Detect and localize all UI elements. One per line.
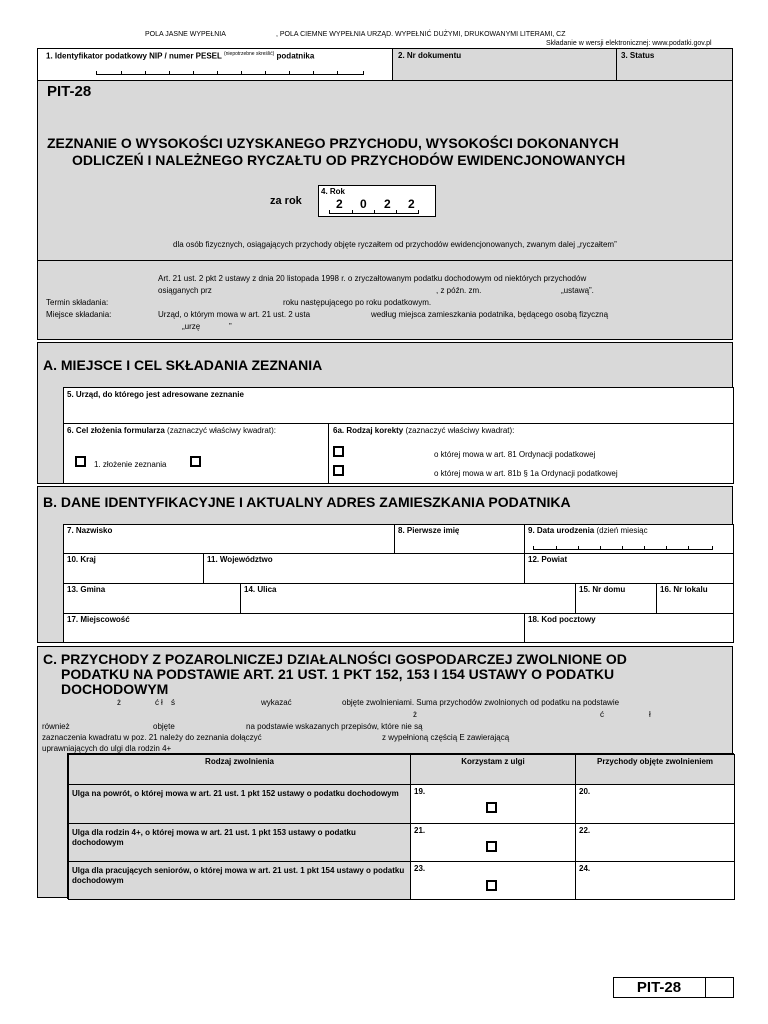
field-16-label: 16. Nr lokalu [660, 585, 708, 594]
field-8-label: 8. Pierwsze imię [398, 526, 460, 535]
table-row-desc: Ulga na powrót, o której mowa w art. 21 ust. 1 pkt 152 ustawy o podatku dochodowym [68, 784, 411, 824]
field-2-document-number [392, 48, 617, 81]
section-b [37, 486, 733, 643]
section-c-desc-fragment: z wypełnioną częścią E zawierającą [382, 733, 510, 742]
field-22-income[interactable] [575, 823, 735, 862]
field-number: 21. [414, 826, 426, 835]
field-6a-label: 6a. Rodzaj korekty [333, 426, 404, 435]
col-header-using-relief: Korzystam z ulgi [410, 754, 576, 785]
form-title-line1: ZEZNANIE O WYSOKOŚCI UZYSKANEGO PRZYCHODU, WYSOKOŚCI DOKONANYCH [47, 135, 619, 151]
form-code: PIT-28 [47, 83, 92, 100]
electronic-filing-note: Składanie w wersji elektronicznej: www.podatki.gov.pl [546, 40, 712, 47]
field-5-tax-office[interactable] [63, 387, 734, 424]
section-c-title-line2: PODATKU NA PODSTAWIE ART. 21 UST. 1 PKT 152, 153 I 154 USTAWY O PODATKU [61, 666, 615, 682]
checkbox-submission[interactable] [75, 456, 86, 467]
place-text-a: Urząd, o którym mowa w art. 21 ust. 2 usta [158, 310, 311, 319]
section-c-desc-fragment: również [42, 722, 70, 731]
field-6a-correction-type [328, 423, 734, 484]
legal-basis-line2c: „ustawą”. [561, 286, 594, 295]
footer-divider [705, 978, 706, 997]
field-6a-option1: o której mowa w art. 81 Ordynacji podatkowej [434, 450, 596, 459]
field-3-label: 3. Status [621, 51, 655, 60]
deadline-text: roku następującego po roku podatkowym. [283, 298, 432, 307]
field-number: 20. [579, 787, 591, 796]
field-11-label: 11. Województwo [207, 555, 273, 564]
field-6-hint: (zaznaczyć właściwy kwadrat): [167, 426, 276, 435]
field-number: 24. [579, 864, 591, 873]
instructions-b: , POLA CIEMNE WYPEŁNIA URZĄD. WYPEŁNIĆ DUŻYMI, DRUKOWANYMI LITERAMI, CZ [276, 31, 566, 38]
field-17-label: 17. Miejscowość [67, 615, 130, 624]
field-3-status [616, 48, 733, 81]
field-9-birth-date[interactable] [524, 524, 734, 554]
field-10-label: 10. Kraj [67, 555, 96, 564]
field-13-municipality[interactable] [63, 583, 241, 614]
field-6a-option2: o której mowa w art. 81b § 1a Ordynacji podatkowej [434, 469, 618, 478]
footer-form-code-box [613, 977, 734, 998]
section-b-title: B. DANE IDENTYFIKACYJNE I AKTUALNY ADRES ZAMIESZKANIA PODATNIKA [43, 494, 571, 510]
section-c-desc-fragment: ł [649, 710, 651, 719]
section-c-title [43, 652, 627, 697]
field-2-label: 2. Nr dokumentu [398, 51, 462, 60]
checkbox-field-19[interactable] [486, 802, 497, 813]
section-c-desc-fragment: ć [600, 710, 604, 719]
field-9-hint: (dzień miesiąc [596, 526, 648, 535]
field-12-label: 12. Powiat [528, 555, 568, 564]
table-row-desc: Ulga dla rodzin 4+, o której mowa w art. 21 ust. 1 pkt 153 ustawy o podatku dochodowym [68, 823, 411, 862]
checkbox-field-23[interactable] [486, 880, 497, 891]
section-c-title-line3: DOCHODOWYM [61, 681, 169, 697]
field-15-house-number[interactable] [575, 583, 657, 614]
checkbox-field-21[interactable] [486, 841, 497, 852]
form-subtitle: dla osób fizycznych, osiągających przychody objęte ryczałtem od przychodów ewidencjonowanych, zwanym dalej „ryczałtem” [173, 240, 617, 249]
footer-form-code: PIT-28 [636, 979, 682, 996]
field-1-label: 1. Identyfikator podatkowy NIP / numer PESEL [46, 51, 222, 61]
field-number: 23. [414, 864, 426, 873]
field-4-year[interactable] [318, 185, 436, 217]
checkbox-correction[interactable] [190, 456, 201, 467]
field-24-income[interactable] [575, 861, 735, 900]
birth-date-comb [533, 546, 713, 550]
field-15-label: 15. Nr domu [579, 585, 626, 594]
year-prefix: za rok [270, 195, 302, 207]
field-9-label: 9. Data urodzenia [528, 526, 595, 535]
field-12-county[interactable] [524, 553, 734, 584]
field-6-label: 6. Cel złożenia formularza [67, 426, 165, 435]
section-c-desc-fragment: ł [161, 698, 163, 707]
field-number: 19. [414, 787, 426, 796]
place-text-d: ” [229, 322, 232, 331]
year-digits [336, 197, 432, 211]
field-13-label: 13. Gmina [67, 585, 106, 594]
place-text-c: „urzę [182, 322, 201, 331]
field-21-relief-checkbox-cell [410, 823, 576, 862]
section-c-desc-fragment: wykazać [261, 698, 292, 707]
year-label: 4. Rok [321, 187, 346, 196]
section-c-desc-fragment: na podstawie wskazanych przepisów, które nie są [246, 722, 423, 731]
section-c-desc-fragment: ś [171, 698, 175, 707]
field-7-surname[interactable] [63, 524, 395, 554]
legal-basis-line2b: , z późn. zm. [436, 286, 482, 295]
field-number: 22. [579, 826, 591, 835]
section-c-desc-fragment: objęte zwolnieniami. Suma przychodów zwolnionych od podatku na podstawie [342, 698, 620, 707]
form-title-line2: ODLICZEŃ I NALEŻNEGO RYCZAŁTU OD PRZYCHODÓW EWIDENCJONOWANYCH [72, 152, 626, 168]
year-comb [329, 210, 419, 214]
section-c-desc-fragment: ż [413, 710, 417, 719]
field-1-suffix: podatnika [276, 51, 315, 61]
field-6a-hint: (zaznaczyć właściwy kwadrat): [405, 426, 515, 435]
checkbox-art-81[interactable] [333, 446, 344, 457]
table-row-desc: Ulga dla pracujących seniorów, o której mowa w art. 21 ust. 1 pkt 154 ustawy o podatku dochodowym [68, 861, 411, 900]
section-a-title: A. MIEJSCE I CEL SKŁADANIA ZEZNANIA [43, 357, 323, 373]
field-10-country[interactable] [63, 553, 204, 584]
field-1-comb [96, 71, 364, 75]
section-c-desc-fragment: ć [155, 698, 159, 707]
field-5-label: 5. Urząd, do którego jest adresowane zeznanie [67, 390, 244, 399]
field-11-voivodeship[interactable] [203, 553, 525, 584]
year-digit: 2 [408, 197, 415, 211]
field-16-apartment-number[interactable] [656, 583, 734, 614]
field-14-street[interactable] [240, 583, 576, 614]
field-17-city[interactable] [63, 613, 525, 643]
field-1-nip-pesel[interactable] [37, 48, 393, 81]
field-19-relief-checkbox-cell [410, 784, 576, 824]
section-c-title-line1: C. PRZYCHODY Z POZAROLNICZEJ DZIAŁALNOŚCI GOSPODARCZEJ ZWOLNIONE OD [43, 651, 627, 667]
field-23-relief-checkbox-cell [410, 861, 576, 900]
section-c-desc-fragment: objęte [153, 722, 175, 731]
section-c-desc-fragment: zaznaczenia kwadratu w poz. 21 należy do zeznania dołączyć [42, 733, 262, 742]
year-digit: 2 [384, 197, 391, 211]
checkbox-art-81b[interactable] [333, 465, 344, 476]
exemptions-table [67, 753, 734, 899]
field-6-option1: 1. złożenie zeznania [94, 460, 167, 469]
year-digit: 0 [360, 197, 367, 211]
field-1-sup: (niepotrzebne skreślić) [223, 51, 275, 57]
col-header-exemption-type: Rodzaj zwolnienia [68, 754, 411, 785]
field-18-label: 18. Kod pocztowy [528, 615, 596, 624]
legal-basis-block [37, 260, 733, 340]
section-a [37, 342, 733, 484]
place-label: Miejsce składania: [46, 310, 112, 319]
legal-basis-line2a: osiąganych prz [158, 286, 212, 295]
section-c-desc-fragment: uprawniających do ulgi dla rodzin 4+ [42, 744, 172, 753]
section-c-desc-fragment: ż [117, 698, 121, 707]
legal-basis-line1: Art. 21 ust. 2 pkt 2 ustawy z dnia 20 listopada 1998 r. o zryczałtowanym podatku dochodowym od niektórych przychodów [158, 274, 587, 283]
year-digit: 2 [336, 197, 343, 211]
field-20-income[interactable] [575, 784, 735, 824]
place-text-b: według miejsca zamieszkania podatnika, będącego osobą fizyczną [371, 310, 609, 319]
col-header-exempt-income: Przychody objęte zwolnieniem [575, 754, 735, 785]
deadline-label: Termin składania: [46, 298, 109, 307]
instructions-a: POLA JASNE WYPEŁNIA [145, 31, 226, 38]
field-14-label: 14. Ulica [244, 585, 277, 594]
title-block [37, 80, 733, 261]
field-18-postal-code[interactable] [524, 613, 734, 643]
section-c [37, 646, 733, 898]
field-7-label: 7. Nazwisko [67, 526, 113, 535]
field-8-first-name[interactable] [394, 524, 525, 554]
field-6-purpose [63, 423, 329, 484]
